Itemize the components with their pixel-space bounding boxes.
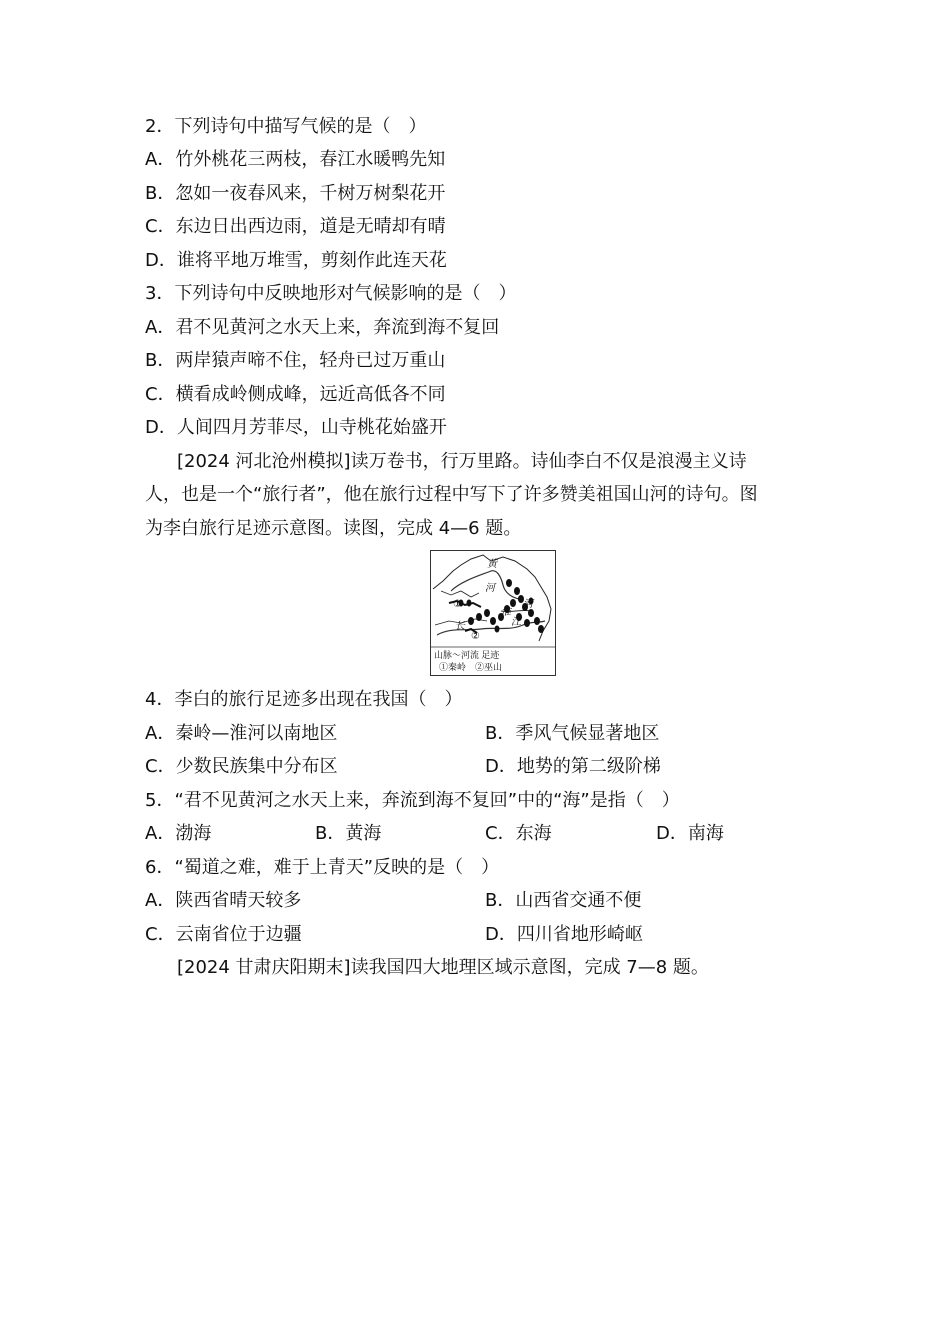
q4-option-b: B．季风气候显著地区 bbox=[485, 723, 660, 744]
q6-option-c: C．云南省位于边疆 bbox=[145, 924, 302, 945]
label-huang: 黄 bbox=[487, 559, 497, 570]
label-m1: ① bbox=[453, 599, 462, 610]
label-he1: 河 bbox=[485, 583, 495, 594]
q4-option-c: C．少数民族集中分布区 bbox=[145, 756, 338, 777]
q2-option-d: D．谁将平地万堆雪，剪刻作此连天花 bbox=[145, 250, 447, 271]
label-chang: 长 bbox=[455, 621, 465, 632]
label-he2: 河 bbox=[523, 599, 533, 610]
q4-stem: 4．李白的旅行足迹多出现在我国（ ） bbox=[145, 689, 463, 710]
q2-option-b: B．忽如一夜春风来，千树万树梨花开 bbox=[145, 183, 446, 204]
q3-option-c: C．横看成岭侧成峰，远近高低各不同 bbox=[145, 384, 446, 405]
q4-option-a: A．秦岭—淮河以南地区 bbox=[145, 723, 338, 744]
region-border bbox=[441, 591, 479, 597]
q3-option-b: B．两岸猿声啼不住，轻舟已过万重山 bbox=[145, 350, 446, 371]
q6-option-a: A．陕西省晴天较多 bbox=[145, 890, 302, 911]
q5-stem: 5．“君不见黄河之水天上来，奔流到海不复回”中的“海”是指（ ） bbox=[145, 790, 680, 811]
q2-option-a: A．竹外桃花三两枝，春江水暖鸭先知 bbox=[145, 149, 446, 170]
passage2-line: [2024 甘肃庆阳期末]读我国四大地理区域示意图，完成 7—8 题。 bbox=[177, 957, 709, 978]
passage1-line3: 为李白旅行足迹示意图。读图，完成 4—6 题。 bbox=[145, 518, 522, 539]
li-bai-travel-map bbox=[430, 550, 556, 676]
q6-option-d: D．四川省地形崎岖 bbox=[485, 924, 643, 945]
q5-option-b: B．黄海 bbox=[315, 823, 382, 844]
q2-option-c: C．东边日出西边雨，道是无晴却有晴 bbox=[145, 216, 446, 237]
q4-option-d: D．地势的第二级阶梯 bbox=[485, 756, 661, 777]
q3-option-d: D．人间四月芳菲尽，山寺桃花始盛开 bbox=[145, 417, 447, 438]
q3-stem: 3．下列诗句中反映地形对气候影响的是（ ） bbox=[145, 283, 517, 304]
legend-line1: 山脉～河流 足迹 bbox=[434, 650, 500, 660]
passage1-line1: [2024 河北沧州模拟]读万卷书，行万里路。诗仙李白不仅是浪漫主义诗 bbox=[177, 451, 747, 472]
label-m2: ② bbox=[471, 631, 480, 642]
q6-option-b: B．山西省交通不便 bbox=[485, 890, 642, 911]
q5-option-c: C．东海 bbox=[485, 823, 552, 844]
passage1-line2: 人，也是一个“旅行者”，他在旅行过程中写下了许多赞美祖国山河的诗句。图 bbox=[145, 484, 758, 505]
label-huai: 淮 bbox=[501, 607, 511, 618]
q6-stem: 6．“蜀道之难，难于上青天”反映的是（ ） bbox=[145, 857, 500, 878]
q3-option-a: A．君不见黄河之水天上来，奔流到海不复回 bbox=[145, 317, 500, 338]
q5-option-d: D．南海 bbox=[656, 823, 724, 844]
map-graphic bbox=[431, 551, 555, 675]
label-jiang: 江 bbox=[511, 617, 521, 628]
q2-stem: 2．下列诗句中描写气候的是（ ） bbox=[145, 116, 427, 137]
legend-line2: ①秦岭 ②巫山 bbox=[439, 662, 503, 672]
q5-option-a: A．渤海 bbox=[145, 823, 212, 844]
